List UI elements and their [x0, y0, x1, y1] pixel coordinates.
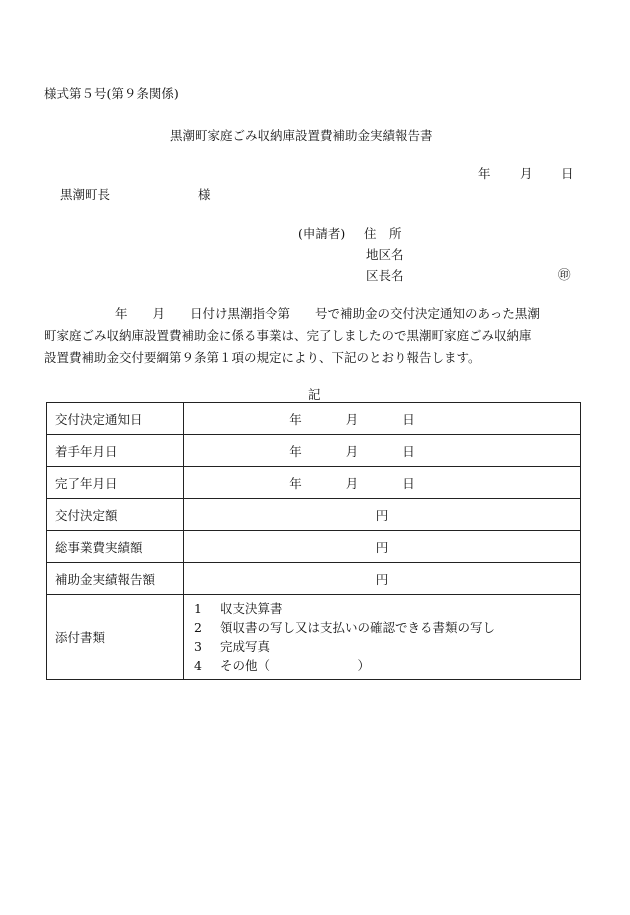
table-row: [47, 563, 581, 595]
form-number: 様式第５号(第９条関係): [44, 86, 179, 101]
item-number: 2: [194, 620, 202, 635]
item-number: 3: [194, 639, 202, 654]
item-text: その他（ ）: [220, 658, 371, 673]
row-label: 交付決定額: [47, 499, 184, 531]
row-label: 着手年月日: [47, 435, 184, 467]
item-text: 領収書の写し又は支払いの確認できる書類の写し: [220, 620, 496, 635]
day-unit: 日: [402, 443, 415, 459]
note-heading: 記: [308, 387, 321, 402]
year-unit: 年: [289, 411, 302, 427]
table-row: [47, 403, 581, 435]
date-value-cell: [184, 467, 581, 499]
table-row: [47, 499, 581, 531]
item-number: 1: [194, 601, 202, 616]
item-number: 4: [194, 658, 202, 673]
body-line-3: 設置費補助金交付要綱第９条第１項の規定により、下記のとおり報告します。: [44, 350, 481, 365]
date-value-cell: [184, 403, 581, 435]
applicant-head-label: 区長名: [366, 268, 404, 283]
body-line-2: 町家庭ごみ収納庫設置費補助金に係る事業は、完了しましたので黒潮町家庭ごみ収納庫: [44, 328, 532, 343]
row-label: 補助金実績報告額: [47, 563, 184, 595]
attachments-label: 添付書類: [47, 595, 184, 680]
yen-unit: 円: [184, 499, 581, 531]
month-unit: 月: [345, 411, 359, 427]
date-value-cell: [184, 435, 581, 467]
date-year: 年: [478, 166, 491, 181]
date-day: 日: [561, 166, 574, 181]
attachments-cell: [184, 595, 581, 680]
row-label: 交付決定通知日: [47, 403, 184, 435]
report-table: [46, 402, 581, 680]
table-row: [47, 467, 581, 499]
seal-mark: ㊞: [558, 267, 571, 282]
table-row: [47, 435, 581, 467]
addressee-honorific: 様: [198, 187, 211, 202]
yen-unit: 円: [184, 563, 581, 595]
list-item: [194, 618, 580, 637]
month-unit: 月: [345, 475, 359, 491]
row-label: 完了年月日: [47, 467, 184, 499]
applicant-address-label: 住 所: [364, 226, 402, 241]
date-month: 月: [520, 166, 533, 181]
year-unit: 年: [289, 443, 302, 459]
row-label: 総事業費実績額: [47, 531, 184, 563]
day-unit: 日: [402, 411, 415, 427]
month-unit: 月: [345, 443, 359, 459]
item-text: 収支決算書: [220, 601, 283, 616]
year-unit: 年: [289, 475, 302, 491]
list-item: [194, 637, 580, 656]
yen-unit: 円: [184, 531, 581, 563]
document-title: 黒潮町家庭ごみ収納庫設置費補助金実績報告書: [170, 128, 433, 143]
list-item: [194, 599, 580, 618]
attachments-list: [184, 595, 580, 679]
list-item: [194, 656, 580, 675]
applicant-role: (申請者): [298, 226, 346, 241]
table-row: [47, 595, 581, 680]
applicant-district-label: 地区名: [366, 247, 404, 262]
body-line-1: 年 月 日付け黒潮指令第 号で補助金の交付決定通知のあった黒潮: [115, 306, 540, 321]
table-row: [47, 531, 581, 563]
addressee-name: 黒潮町長: [60, 187, 111, 202]
item-text: 完成写真: [220, 639, 271, 654]
day-unit: 日: [402, 475, 415, 491]
